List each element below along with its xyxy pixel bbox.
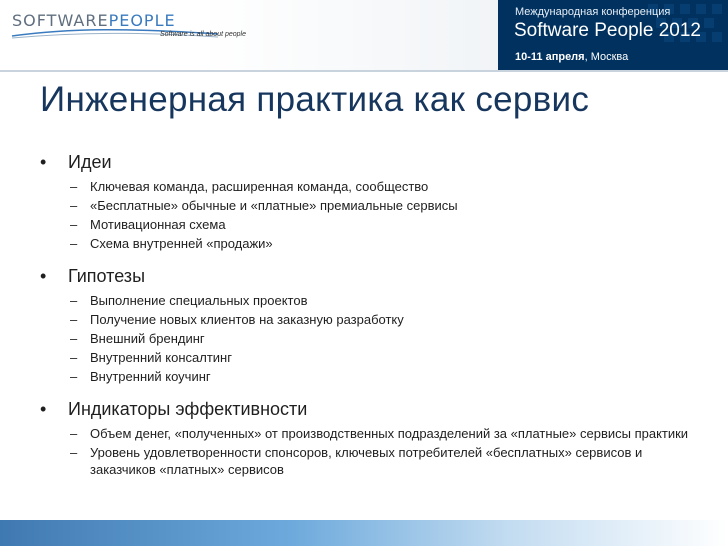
dash-icon: – [70,217,78,232]
list-item [70,368,700,385]
header-divider [0,70,728,72]
conference-city: , Москва [584,51,629,63]
list-item-text: Внешний брендинг [90,331,205,346]
list-item [70,311,700,328]
conference-subtitle: Международная конференция [515,6,671,18]
list-item-text: Ключевая команда, расширенная команда, сообщество [90,179,429,194]
slide-header [0,0,728,70]
list-item [70,292,700,309]
logo-people: PEOPLE [108,11,176,30]
sub-list [40,178,700,252]
dash-icon: – [70,179,78,194]
list-item [70,330,700,347]
list-item-text: «Бесплатные» обычные и «платные» премиальные сервисы [90,198,458,213]
bullet-icon: • [40,266,47,286]
list-item [70,425,700,442]
bullet-heading [40,266,700,290]
list-item-text: Внутренний коучинг [90,369,211,384]
bullet-heading [40,399,700,423]
dash-icon: – [70,445,78,460]
section-ideas [40,152,700,252]
list-item-text: Объем денег, «полученных» от производственных подразделений за «платные» сервисы практики [90,426,689,441]
conference-banner [498,0,728,70]
footer-band [0,520,728,546]
sub-list [40,425,700,478]
section-hypotheses [40,266,700,385]
conference-date-location [515,51,628,63]
conference-title: Software People 2012 [514,20,701,41]
section-label: Индикаторы эффективности [68,399,308,419]
logo-tagline: Software is all about people [160,31,246,38]
dash-icon: – [70,293,78,308]
section-indicators [40,399,700,478]
list-item [70,444,700,478]
list-item-text: Выполнение специальных проектов [90,293,308,308]
bullet-heading [40,152,700,176]
dash-icon: – [70,369,78,384]
list-item-text: Мотивационная схема [90,217,226,232]
list-item-text: Схема внутренней «продажи» [90,236,273,251]
bullet-icon: • [40,152,47,172]
dash-icon: – [70,331,78,346]
logo-software: SOFTWARE [12,11,109,30]
logo-area [0,0,498,70]
section-label: Гипотезы [68,266,146,286]
sub-list [40,292,700,385]
list-item [70,178,700,195]
dash-icon: – [70,236,78,251]
list-item [70,197,700,214]
slide-body [40,152,700,492]
dash-icon: – [70,312,78,327]
list-item [70,349,700,366]
list-item-text: Внутренний консалтинг [90,350,232,365]
list-item [70,235,700,252]
conference-dates: 10-11 апреля [515,51,585,63]
list-item-text: Уровень удовлетворенности спонсоров, ключевых потребителей «бесплатных» сервисов и заказчиков «платных» сервисов [90,445,643,477]
list-item [70,216,700,233]
list-item-text: Получение новых клиентов на заказную разработку [90,312,404,327]
section-label: Идеи [68,152,112,172]
bullet-icon: • [40,399,47,419]
dash-icon: – [70,350,78,365]
dash-icon: – [70,426,78,441]
slide-title: Инженерная практика как сервис [40,80,590,119]
dash-icon: – [70,198,78,213]
